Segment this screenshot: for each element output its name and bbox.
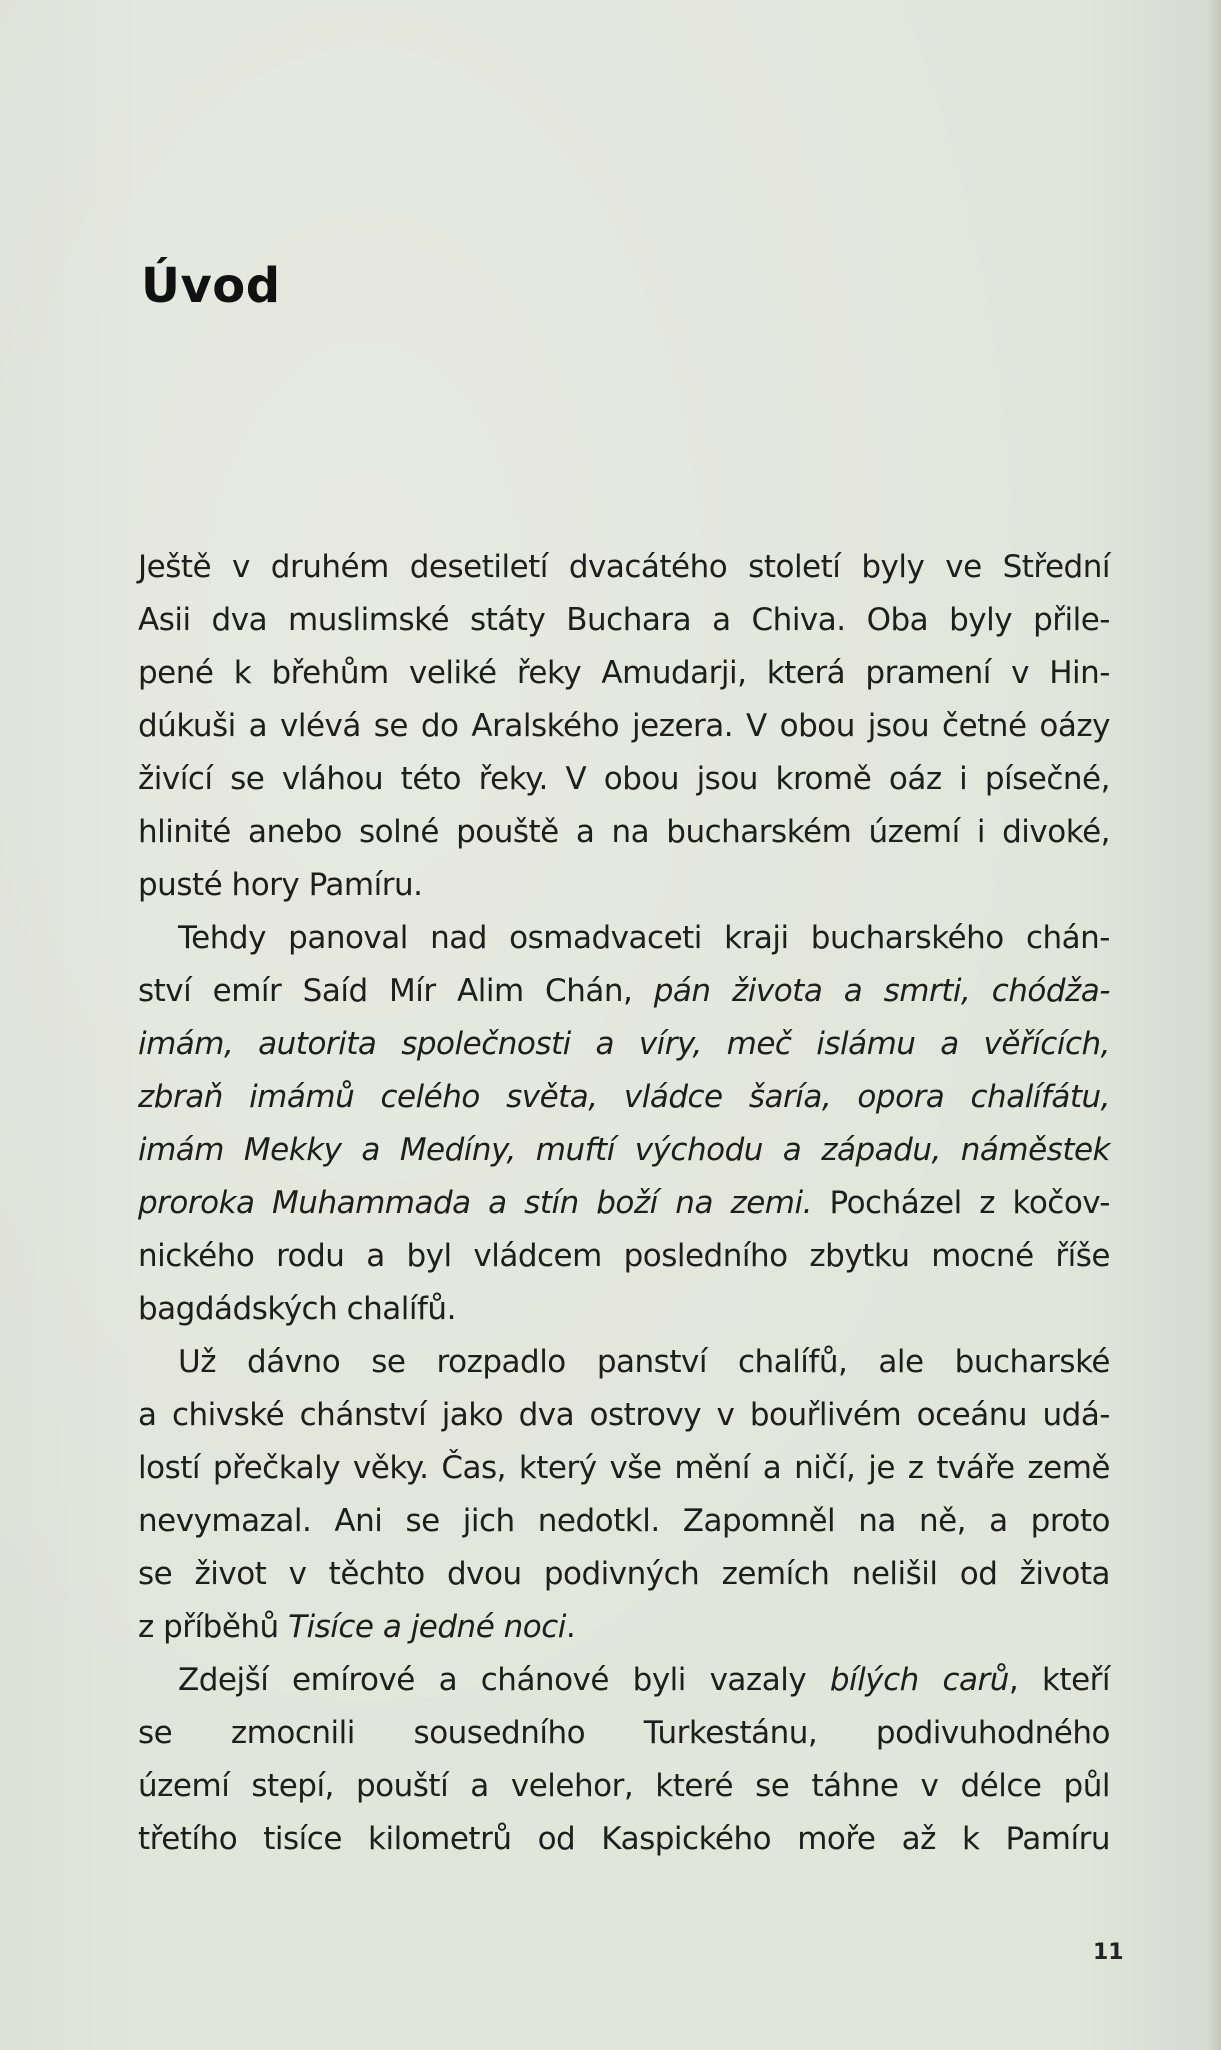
text-run: lostí přečkaly věky. Čas, který vše mění a ničí, je z tváře země — [138, 1450, 1110, 1486]
chapter-title: Úvod — [141, 258, 281, 314]
text-run: území stepí, pouští a velehor, které se táhne v délce půl — [138, 1768, 1110, 1804]
text-run: a chivské chánství jako dva ostrovy v bouřlivém oceánu udá- — [138, 1397, 1110, 1433]
text-line — [138, 1230, 1110, 1283]
text-run: z příběhů — [138, 1609, 289, 1645]
italic-text: imám, autorita společnosti a víry, meč islámu a věřících, — [138, 1026, 1110, 1062]
italic-text: zbraň imámů celého světa, vládce šaría, opora chalífátu, — [138, 1079, 1110, 1115]
text-line — [138, 700, 1110, 753]
page-edge-shadow — [1207, 0, 1221, 2050]
text-run: ství emír Saíd Mír Alim Chán, — [138, 973, 654, 1009]
text-run: Zdejší emírové a chánové byli vazaly — [178, 1662, 830, 1698]
text-line — [138, 1124, 1110, 1177]
text-run: nického rodu a byl vládcem posledního zbytku mocné říše — [138, 1238, 1110, 1274]
italic-text: pán života a smrti, chódža- — [653, 973, 1110, 1009]
text-run: se život v těchto dvou podivných zemích nelišil od života — [138, 1556, 1110, 1592]
text-line — [138, 912, 1110, 965]
text-line — [138, 753, 1110, 806]
text-line — [138, 1283, 1110, 1336]
text-run: Už dávno se rozpadlo panství chalífů, ale bucharské — [178, 1344, 1110, 1380]
text-line — [138, 1813, 1110, 1866]
text-run: třetího tisíce kilometrů od Kaspického moře až k Pamíru — [138, 1821, 1110, 1857]
text-line — [138, 1707, 1110, 1760]
text-line — [138, 1760, 1110, 1813]
text-run: živící se vláhou této řeky. V obou jsou kromě oáz i písečné, — [138, 761, 1110, 797]
text-line — [138, 1495, 1110, 1548]
italic-text: imám Mekky a Medíny, muftí východu a západu, náměstek — [138, 1132, 1110, 1168]
text-run: pené k břehům veliké řeky Amudarji, která pramení v Hin- — [138, 655, 1110, 691]
text-line — [138, 647, 1110, 700]
text-run: . — [565, 1609, 576, 1645]
text-line — [138, 1177, 1110, 1230]
text-run: hlinité anebo solné pouště a na bucharském území i divoké, — [138, 814, 1110, 850]
text-run: pusté hory Pamíru. — [138, 867, 423, 903]
text-run: , kteří — [1008, 1662, 1110, 1698]
text-line — [138, 594, 1110, 647]
text-run: Ještě v druhém desetiletí dvacátého století byly ve Střední — [138, 549, 1110, 585]
page-number: 11 — [1093, 1940, 1124, 1965]
text-line — [138, 859, 1110, 912]
text-line — [138, 1071, 1110, 1124]
text-run: bagdádských chalífů. — [138, 1291, 456, 1327]
text-line — [138, 1601, 1110, 1654]
text-run: se zmocnili sousedního Turkestánu, podivuhodného — [138, 1715, 1110, 1751]
body-text — [138, 541, 1110, 1866]
text-line — [138, 1548, 1110, 1601]
italic-text: proroka Muhammada a stín boží na zemi. — [138, 1185, 812, 1221]
text-line — [138, 1389, 1110, 1442]
text-run: Asii dva muslimské státy Buchara a Chiva. Oba byly přile- — [138, 602, 1110, 638]
text-line — [138, 541, 1110, 594]
text-run: Tehdy panoval nad osmadvaceti kraji bucharského chán- — [178, 920, 1110, 956]
text-run: nevymazal. Ani se jich nedotkl. Zapomněl na ně, a proto — [138, 1503, 1110, 1539]
italic-text: Tisíce a jedné noci — [288, 1609, 566, 1645]
text-run: dúkuši a vlévá se do Aralského jezera. V obou jsou četné oázy — [138, 708, 1110, 744]
italic-text: bílých carů — [829, 1662, 1009, 1698]
text-line — [138, 1442, 1110, 1495]
text-run: Pocházel z kočov- — [811, 1185, 1110, 1221]
text-line — [138, 965, 1110, 1018]
text-line — [138, 1654, 1110, 1707]
text-line — [138, 1336, 1110, 1389]
text-line — [138, 806, 1110, 859]
text-line — [138, 1018, 1110, 1071]
